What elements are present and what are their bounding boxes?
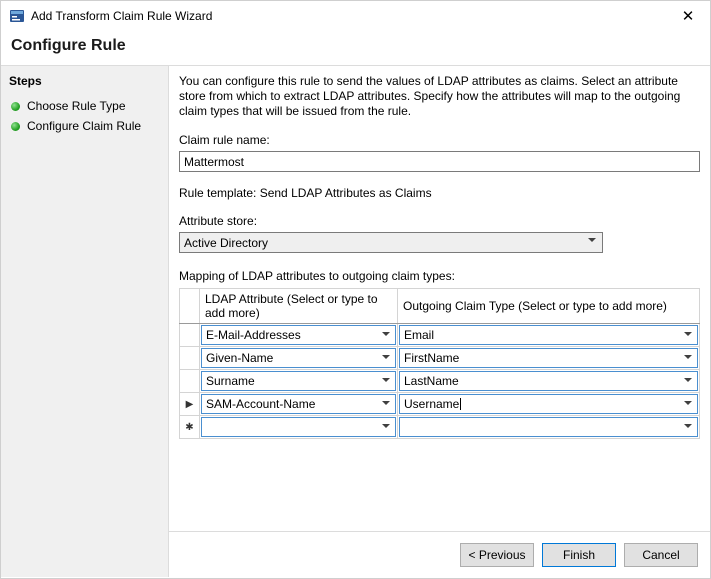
- bullet-icon: [11, 122, 20, 131]
- ldap-attribute-value: SAM-Account-Name: [206, 397, 316, 411]
- outgoing-claim-select: [399, 371, 698, 391]
- sidebar-item-choose-rule-type[interactable]: [9, 96, 168, 116]
- ldap-attribute-select: [201, 371, 396, 391]
- table-row[interactable]: [180, 393, 700, 416]
- attribute-store-value: Active Directory: [184, 236, 269, 250]
- chevron-down-icon: [382, 424, 390, 428]
- ldap-attribute-select: [201, 348, 396, 368]
- row-marker: [180, 347, 200, 370]
- chevron-down-icon: [684, 378, 692, 382]
- footer-bar: [169, 531, 710, 577]
- rule-template-text: Rule template: Send LDAP Attributes as Claims: [179, 186, 432, 200]
- outgoing-claim-select: [399, 394, 698, 414]
- row-marker-new: ✱: [180, 416, 200, 439]
- ldap-attribute-cell[interactable]: [200, 393, 398, 416]
- attribute-store-select[interactable]: [179, 232, 603, 253]
- main-pane: [169, 65, 710, 577]
- table-row-new[interactable]: [180, 416, 700, 439]
- page-title: Configure Rule: [11, 37, 126, 54]
- table-header-row: [180, 289, 700, 324]
- ldap-attribute-select: [201, 325, 396, 345]
- outgoing-claim-select: [399, 325, 698, 345]
- column-header-ldap-attribute: LDAP Attribute (Select or type to add more): [200, 289, 398, 324]
- finish-button[interactable]: Finish: [542, 543, 616, 567]
- intro-text: You can configure this rule to send the values of LDAP attributes as claims. Select an attribute store from which to extract LDAP attributes. Specify how the attributes will map to the outgoing claim types that will be issued from the rule.: [179, 74, 681, 118]
- steps-title: Steps: [9, 74, 42, 88]
- steps-pane: [1, 65, 169, 577]
- mapping-label: Mapping of LDAP attributes to outgoing claim types:: [179, 269, 455, 283]
- chevron-down-icon: [382, 378, 390, 382]
- cancel-button[interactable]: Cancel: [624, 543, 698, 567]
- outgoing-claim-value: LastName: [404, 374, 459, 388]
- table-row[interactable]: [180, 324, 700, 347]
- chevron-down-icon: [684, 332, 692, 336]
- ldap-attribute-value: E-Mail-Addresses: [206, 328, 301, 342]
- wizard-icon: [9, 8, 25, 24]
- chevron-down-icon: [382, 401, 390, 405]
- row-marker-current: ▶: [180, 393, 200, 416]
- ldap-attribute-select: [201, 394, 396, 414]
- table-row[interactable]: [180, 347, 700, 370]
- ldap-attribute-value: Surname: [206, 374, 255, 388]
- close-icon[interactable]: ✕: [681, 8, 695, 25]
- claim-rule-name-label: Claim rule name:: [179, 133, 270, 147]
- outgoing-claim-cell[interactable]: [398, 416, 700, 439]
- column-header-outgoing-claim-type: Outgoing Claim Type (Select or type to add more): [398, 289, 700, 324]
- outgoing-claim-select: [399, 417, 698, 437]
- outgoing-claim-value: Username: [404, 397, 460, 411]
- step-label: Choose Rule Type: [27, 99, 126, 113]
- outgoing-claim-value: FirstName: [404, 351, 460, 365]
- chevron-down-icon: [588, 238, 596, 242]
- chevron-down-icon: [382, 332, 390, 336]
- sidebar-item-configure-claim-rule[interactable]: [9, 116, 168, 136]
- outgoing-claim-value: Email: [404, 328, 435, 342]
- attribute-store-label: Attribute store:: [179, 214, 258, 228]
- outgoing-claim-cell[interactable]: [398, 347, 700, 370]
- previous-button[interactable]: < Previous: [460, 543, 534, 567]
- outgoing-claim-cell[interactable]: [398, 370, 700, 393]
- claim-rule-name-input[interactable]: [179, 151, 700, 172]
- row-marker: [180, 324, 200, 347]
- chevron-down-icon: [382, 355, 390, 359]
- wizard-body: [1, 65, 710, 577]
- ldap-attribute-cell[interactable]: [200, 370, 398, 393]
- ldap-attribute-value: Given-Name: [206, 351, 274, 365]
- ldap-attribute-cell[interactable]: [200, 324, 398, 347]
- outgoing-claim-select: [399, 348, 698, 368]
- ldap-attribute-cell[interactable]: [200, 347, 398, 370]
- text-caret: [460, 398, 461, 410]
- column-header-rowmarker: [180, 289, 200, 324]
- window-title: Add Transform Claim Rule Wizard: [31, 9, 213, 23]
- outgoing-claim-cell[interactable]: [398, 324, 700, 347]
- chevron-down-icon: [684, 355, 692, 359]
- outgoing-claim-cell[interactable]: [398, 393, 700, 416]
- ldap-attribute-cell[interactable]: [200, 416, 398, 439]
- bullet-icon: [11, 102, 20, 111]
- ldap-attribute-select: [201, 417, 396, 437]
- chevron-down-icon: [684, 401, 692, 405]
- chevron-down-icon: [684, 424, 692, 428]
- claim-mapping-table: [179, 288, 700, 439]
- table-row[interactable]: [180, 370, 700, 393]
- row-marker: [180, 370, 200, 393]
- title-bar: [1, 1, 710, 31]
- step-label: Configure Claim Rule: [27, 119, 142, 133]
